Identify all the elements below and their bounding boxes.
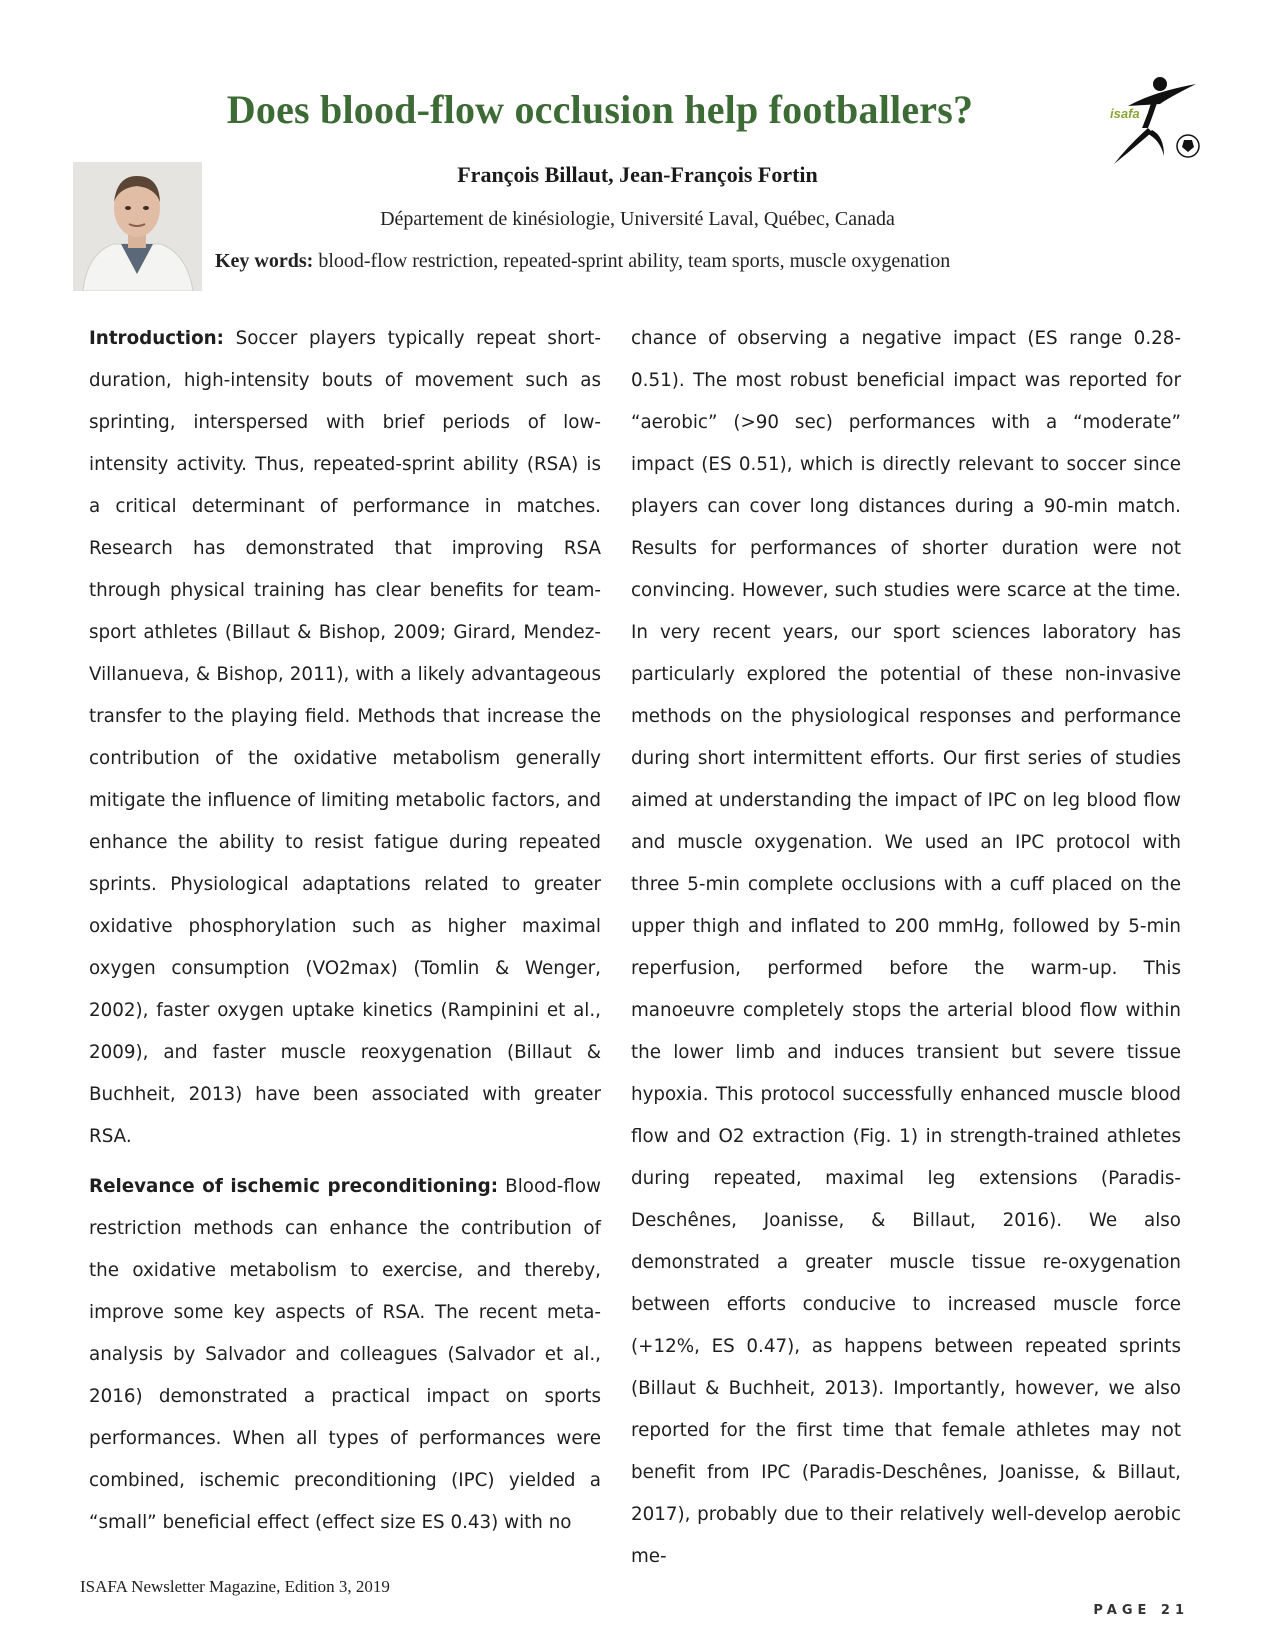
relevance-heading: Relevance of ischemic preconditioning:	[89, 1176, 499, 1197]
isafa-logo	[1108, 74, 1208, 170]
left-column	[89, 318, 601, 1552]
relevance-text: Blood-flow restriction methods can enhance the contribution of the oxidative metabolism to exercise, and thereby, improve some key aspects of RSA. The recent meta-analysis by Salvador and colleagues (Salvador et al., 2016) demonstrated a practical impact on sports performances. When all types of performances were combined, ischemic preconditioning (IPC) yielded a “small” beneficial effect (effect size ES 0.43) with no	[89, 1176, 602, 1533]
author-names: François Billaut, Jean-François Fortin	[457, 162, 818, 187]
relevance-paragraph	[89, 1166, 601, 1544]
publication-footer: ISAFA Newsletter Magazine, Edition 3, 2019	[80, 1577, 390, 1596]
keywords-label: Key words:	[215, 250, 314, 272]
introduction-paragraph	[89, 318, 601, 1158]
continuation-paragraph: chance of observing a negative impact (ES range 0.28-0.51). The most robust beneficial impact was reported for “aerobic” (>90 sec) performances with a “moderate” impact (ES 0.51), which is directly relevant to soccer since players can cover long distances during a 90-min match. Results for performances of shorter duration were not convincing. However, such studies were scarce at the time. In very recent years, our sport sciences laboratory has particularly explored the potential of these non-invasive methods on the physiological responses and performance during short intermittent efforts. Our first series of studies aimed at understanding the impact of IPC on leg blood flow and muscle oxygenation. We used an IPC protocol with three 5-min complete occlusions with a cuff placed on the upper thigh and inflated to 200 mmHg, followed by 5-min reperfusion, performed before the warm-up. This manoeuvre completely stops the arterial blood flow within the lower limb and induces transient but severe tissue hypoxia. This protocol successfully enhanced muscle blood flow and O2 extraction (Fig. 1) in strength-trained athletes during repeated, maximal leg extensions (Paradis-Deschênes, Joanisse, & Billaut, 2016). We also demonstrated a greater muscle tissue re-oxygenation between efforts conducive to increased muscle force (+12%, ES 0.47), as happens between repeated sprints (Billaut & Buchheit, 2013). Importantly, however, we also reported for the first time that female athletes may not benefit from IPC (Paradis-Deschênes, Joanisse, & Billaut, 2017), probably due to their relatively well-develop aerobic me-	[631, 328, 1181, 1567]
logo-text: isafa	[1110, 106, 1140, 121]
keywords-line	[215, 250, 950, 273]
keywords-text: blood-flow restriction, repeated-sprint ability, team sports, muscle oxygenation	[313, 250, 951, 272]
introduction-text: Soccer players typically repeat short-duration, high-intensity bouts of movement such as sprinting, interspersed with brief periods of low-intensity activity. Thus, repeated-sprint ability (RSA) is a critical determinant of performance in matches. Research has demonstrated that improving RSA through physical training has clear benefits for team-sport athletes (Billaut & Bishop, 2009; Girard, Mendez-Villanueva, & Bishop, 2011), with a likely advantageous transfer to the playing field. Methods that increase the contribution of the oxidative metabolism generally mitigate the influence of limiting metabolic factors, and enhance the ability to resist fatigue during repeated sprints. Physiological adaptations related to greater oxidative phosphorylation such as higher maximal oxygen consumption (VO2max) (Tomlin & Wenger, 2002), faster oxygen uptake kinetics (Rampinini et al., 2009), and faster muscle reoxygenation (Billaut & Buchheit, 2013) have been associated with greater RSA.	[89, 328, 601, 1147]
author-affiliation: Département de kinésiologie, Université Laval, Québec, Canada	[380, 208, 895, 230]
page-number: PAGE 21	[1093, 1603, 1189, 1618]
right-column	[631, 318, 1181, 1586]
introduction-heading: Introduction:	[89, 328, 224, 349]
article-title: Does blood-flow occlusion help footballers?	[226, 87, 974, 132]
